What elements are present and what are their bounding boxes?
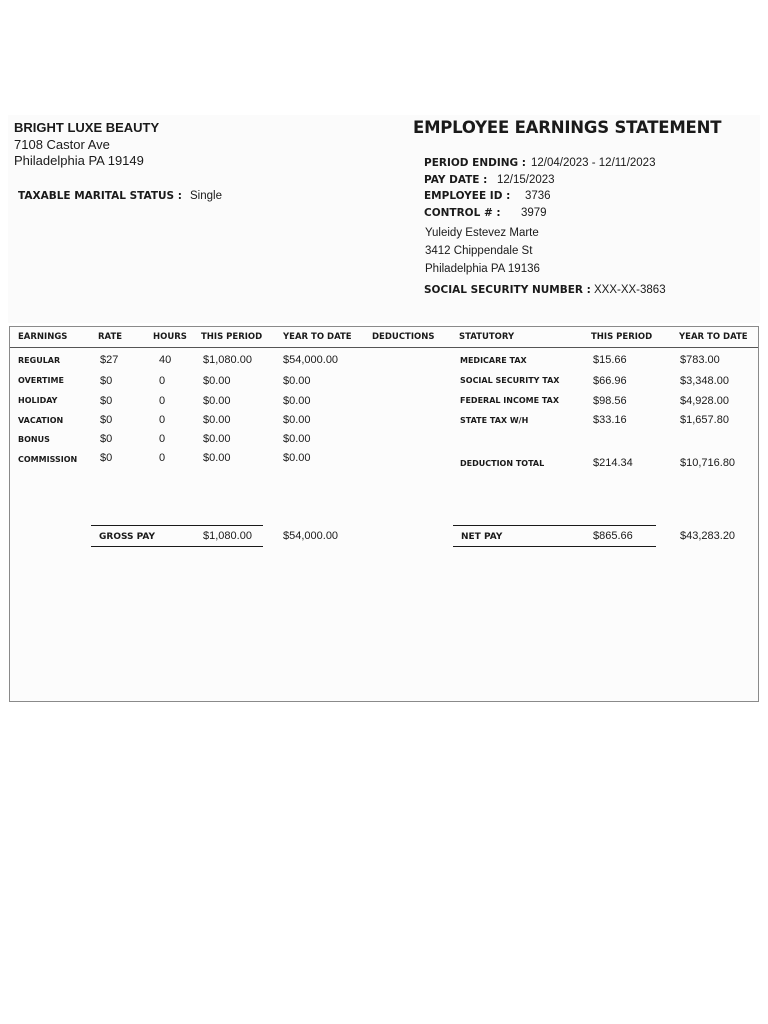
header-divider	[10, 347, 758, 348]
statutory-row-ytd: $783.00	[680, 354, 720, 366]
earnings-row-this-period: $0.00	[203, 452, 231, 464]
earnings-row-this-period: $0.00	[203, 414, 231, 426]
earnings-row-hours: 0	[159, 375, 166, 387]
earnings-row-rate: $0	[100, 375, 113, 387]
statutory-row-label: SOCIAL SECURITY TAX	[460, 376, 560, 385]
statutory-row-ytd: $1,657.80	[680, 414, 729, 426]
header-deductions: DEDUCTIONS	[372, 332, 435, 342]
gross-pay-ytd: $54,000.00	[283, 530, 339, 542]
statutory-row-this-period: $66.96	[593, 375, 627, 387]
header-statutory-this-period: THIS PERIOD	[591, 332, 653, 342]
earnings-row-hours: 0	[159, 395, 166, 407]
company-address-line2: Philadelphia PA 19149	[14, 153, 144, 168]
statutory-row-label: MEDICARE TAX	[460, 356, 527, 365]
statutory-row-this-period: $98.56	[593, 395, 627, 407]
earnings-table	[9, 326, 759, 702]
ssn-label: SOCIAL SECURITY NUMBER :	[424, 284, 591, 296]
deduction-total-label: DEDUCTION TOTAL	[460, 459, 545, 468]
period-ending-value: 12/04/2023 - 12/11/2023	[531, 157, 656, 169]
earnings-row-rate: $0	[100, 395, 113, 407]
earnings-row-label: REGULAR	[18, 356, 61, 365]
earnings-row-label: OVERTIME	[18, 376, 64, 385]
earnings-row-hours: 0	[159, 433, 166, 445]
statutory-row-this-period: $33.16	[593, 414, 627, 426]
ssn-value: XXX-XX-3863	[594, 284, 666, 296]
gross-pay-this-period: $1,080.00	[203, 530, 252, 542]
net-pay-label: NET PAY	[461, 532, 503, 542]
company-address-line1: 7108 Castor Ave	[14, 137, 110, 152]
net-pay-bottom-rule	[453, 546, 656, 547]
earnings-row-ytd: $0.00	[283, 414, 311, 426]
period-ending-label: PERIOD ENDING :	[424, 157, 527, 169]
net-pay-this-period: $865.66	[593, 530, 633, 542]
statutory-row-label: FEDERAL INCOME TAX	[460, 396, 560, 405]
earnings-row-this-period: $0.00	[203, 395, 231, 407]
gross-pay-bottom-rule	[91, 546, 263, 547]
pay-date-value: 12/15/2023	[497, 174, 555, 186]
pay-date-label: PAY DATE :	[424, 174, 488, 186]
gross-pay-label: GROSS PAY	[99, 532, 156, 542]
control-number-label: CONTROL # :	[424, 207, 501, 219]
earnings-row-ytd: $0.00	[283, 433, 311, 445]
header-earnings: EARNINGS	[18, 332, 68, 342]
deduction-total-this-period: $214.34	[593, 457, 633, 469]
earnings-row-hours: 0	[159, 452, 166, 464]
employee-address-line1: 3412 Chippendale St	[425, 245, 533, 257]
header-year-to-date: YEAR TO DATE	[283, 332, 352, 342]
statutory-row-this-period: $15.66	[593, 354, 627, 366]
control-number-value: 3979	[521, 207, 547, 219]
marital-status-label: TAXABLE MARITAL STATUS :	[18, 190, 182, 202]
statement-title: EMPLOYEE EARNINGS STATEMENT	[413, 118, 722, 137]
net-pay-ytd: $43,283.20	[680, 530, 736, 542]
earnings-row-ytd: $0.00	[283, 452, 311, 464]
header-rate: RATE	[98, 332, 123, 342]
earnings-row-label: COMMISSION	[18, 455, 78, 464]
earnings-row-rate: $0	[100, 414, 113, 426]
employee-address-line2: Philadelphia PA 19136	[425, 263, 540, 275]
earnings-row-ytd: $54,000.00	[283, 354, 339, 366]
earnings-row-rate: $0	[100, 433, 113, 445]
earnings-row-hours: 40	[159, 354, 172, 366]
earnings-row-label: BONUS	[18, 435, 50, 444]
company-name: BRIGHT LUXE BEAUTY	[14, 120, 160, 135]
gross-pay-top-rule	[91, 525, 263, 526]
earnings-row-ytd: $0.00	[283, 395, 311, 407]
header-statutory-year-to-date: YEAR TO DATE	[679, 332, 748, 342]
header-statutory: STATUTORY	[459, 332, 515, 342]
earnings-row-rate: $0	[100, 452, 113, 464]
header-this-period: THIS PERIOD	[201, 332, 263, 342]
net-pay-top-rule	[453, 525, 656, 526]
employee-id-label: EMPLOYEE ID :	[424, 190, 511, 202]
employee-id-value: 3736	[525, 190, 551, 202]
employee-name: Yuleidy Estevez Marte	[425, 227, 539, 239]
earnings-row-this-period: $0.00	[203, 375, 231, 387]
earnings-row-rate: $27	[100, 354, 119, 366]
earnings-row-label: VACATION	[18, 416, 64, 425]
earnings-row-ytd: $0.00	[283, 375, 311, 387]
statutory-row-label: STATE TAX W/H	[460, 416, 529, 425]
deduction-total-ytd: $10,716.80	[680, 457, 736, 469]
earnings-row-this-period: $0.00	[203, 433, 231, 445]
earnings-row-label: HOLIDAY	[18, 396, 58, 405]
statutory-row-ytd: $3,348.00	[680, 375, 729, 387]
header-hours: HOURS	[153, 332, 187, 342]
earnings-row-this-period: $1,080.00	[203, 354, 252, 366]
earnings-row-hours: 0	[159, 414, 166, 426]
statutory-row-ytd: $4,928.00	[680, 395, 729, 407]
marital-status-value: Single	[190, 190, 222, 202]
